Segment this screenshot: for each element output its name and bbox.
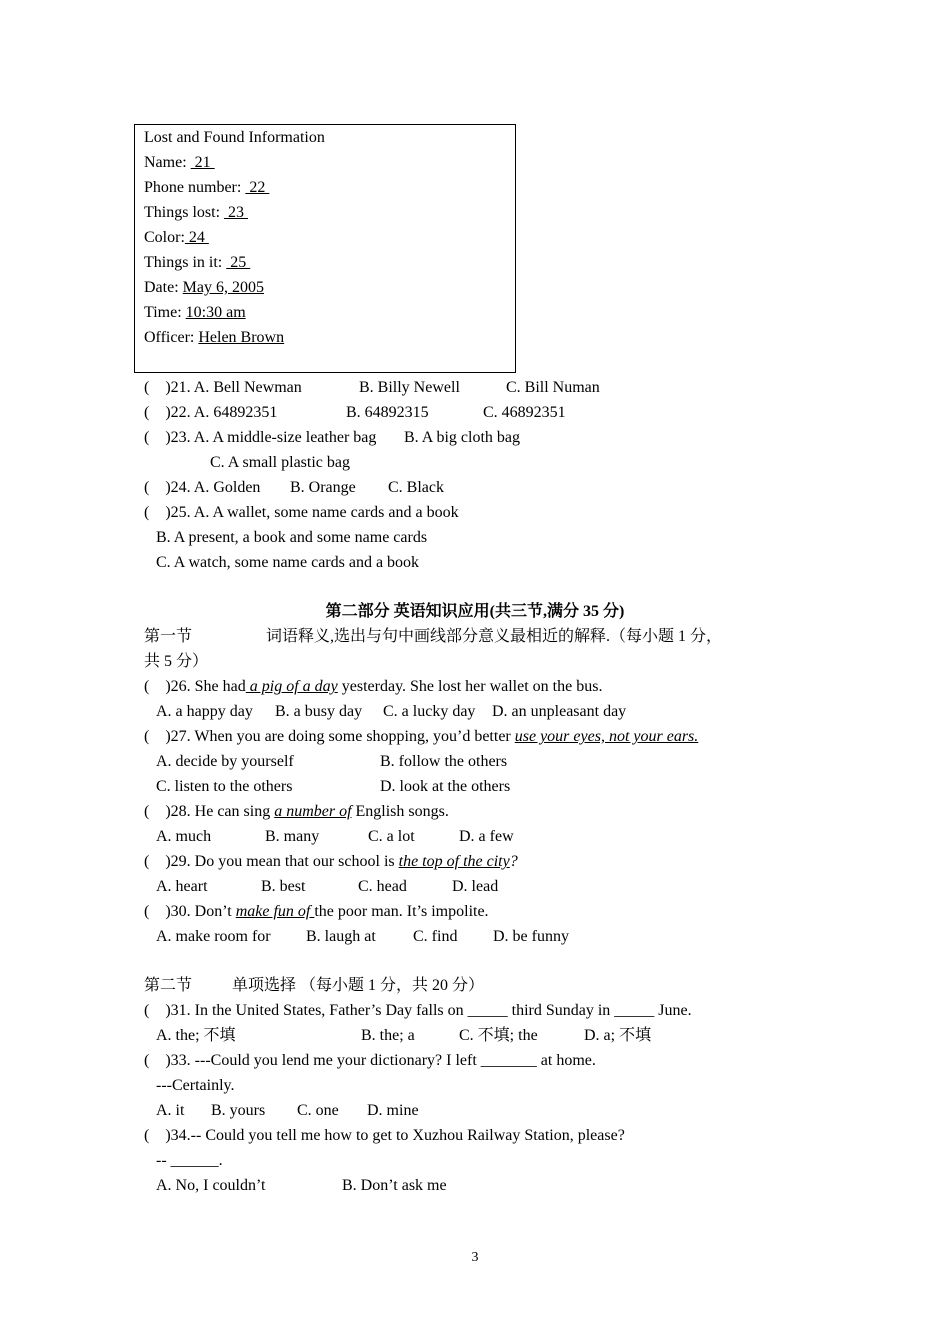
question-24: ( )24. A. Golden <box>144 479 261 496</box>
question-29-option-d: D. lead <box>452 878 499 895</box>
blank-23: 23 <box>224 204 249 221</box>
question-33-option-b: B. yours <box>211 1102 266 1119</box>
question-33-reply: ---Certainly. <box>156 1077 235 1094</box>
part2-heading: 第二部分 英语知识应用(共三节,满分 35 分) <box>325 603 625 620</box>
question-23: ( )23. A. A middle-size leather bag <box>144 429 377 446</box>
info-name-row: Name: 21 <box>144 154 215 171</box>
question-30-option-d: D. be funny <box>493 928 569 945</box>
question-29-option-b: B. best <box>261 878 306 895</box>
question-28: ( )28. He can sing a number of English songs. <box>144 803 449 820</box>
question-25: ( )25. A. A wallet, some name cards and a book <box>144 504 459 521</box>
question-22-option-c: C. 46892351 <box>483 404 566 421</box>
page-number: 3 <box>471 1250 479 1265</box>
question-33-option-a: A. it <box>156 1102 185 1119</box>
info-things-in-row: Things in it: 25 <box>144 254 251 271</box>
info-officer-row: Officer: Helen Brown <box>144 329 285 346</box>
question-28-option-d: D. a few <box>459 828 514 845</box>
question-29: ( )29. Do you mean that our school is the top of the city? <box>144 853 518 870</box>
question-24-option-b: B. Orange <box>290 479 356 496</box>
question-22-option-b: B. 64892315 <box>346 404 429 421</box>
question-27-option-c: C. listen to the others <box>156 778 293 795</box>
section1-description-cont: 共 5 分） <box>144 653 209 670</box>
question-30-option-c: C. find <box>413 928 458 945</box>
question-25-option-b: B. A present, a book and some name cards <box>156 529 428 546</box>
question-25-option-c: C. A watch, some name cards and a book <box>156 554 420 571</box>
question-27-option-b: B. follow the others <box>380 753 508 770</box>
question-24-option-c: C. Black <box>388 479 444 496</box>
question-26-option-a: A. a happy day <box>156 703 253 720</box>
question-34: ( )34.-- Could you tell me how to get to Xuzhou Railway Station, please? <box>144 1127 625 1144</box>
question-21: ( )21. A. Bell Newman <box>144 379 302 396</box>
question-31: ( )31. In the United States, Father’s Day falls on _____ third Sunday in _____ June. <box>144 1002 692 1019</box>
info-things-row: Things lost: 23 <box>144 204 249 221</box>
question-26-option-c: C. a lucky day <box>383 703 476 720</box>
blank-22: 22 <box>245 179 270 196</box>
question-30: ( )30. Don’t make fun of the poor man. It’s impolite. <box>144 903 489 920</box>
question-33-option-d: D. mine <box>367 1102 419 1119</box>
section1-label: 第一节 <box>144 628 193 645</box>
section1-description: 词语释义,选出与句中画线部分意义最相近的解释.（每小题 1 分， <box>266 628 723 645</box>
question-29-option-a: A. heart <box>156 878 208 895</box>
question-30-option-b: B. laugh at <box>306 928 376 945</box>
question-27-option-d: D. look at the others <box>380 778 511 795</box>
question-31-option-c: C. 不填; the <box>459 1027 538 1044</box>
question-27-option-a: A. decide by yourself <box>156 753 294 770</box>
question-30-option-a: A. make room for <box>156 928 271 945</box>
question-23-option-b: B. A big cloth bag <box>404 429 520 446</box>
blank-21: 21 <box>190 154 215 171</box>
question-28-option-a: A. much <box>156 828 212 845</box>
question-21-option-c: C. Bill Numan <box>506 379 600 396</box>
question-33-option-c: C. one <box>297 1102 339 1119</box>
question-27: ( )27. When you are doing some shopping, you’d better use your eyes, not your ears. <box>144 728 699 745</box>
question-23-option-c: C. A small plastic bag <box>210 454 350 471</box>
question-26: ( )26. She had a pig of a day yesterday. She lost her wallet on the bus. <box>144 678 603 695</box>
question-29-option-c: C. head <box>358 878 407 895</box>
question-28-option-c: C. a lot <box>368 828 415 845</box>
question-31-option-b: B. the; a <box>361 1027 415 1044</box>
question-31-option-a: A. the; 不填 <box>156 1027 236 1044</box>
info-color-row: Color: 24 <box>144 229 209 246</box>
info-phone-row: Phone number: 22 <box>144 179 270 196</box>
question-26-option-d: D. an unpleasant day <box>492 703 627 720</box>
question-31-option-d: D. a; 不填 <box>584 1027 652 1044</box>
question-28-option-b: B. many <box>265 828 320 845</box>
info-title: Lost and Found Information <box>144 129 325 146</box>
blank-25: 25 <box>226 254 251 271</box>
section2-description: 单项选择 （每小题 1 分，共 20 分） <box>232 977 485 994</box>
question-33: ( )33. ---Could you lend me your dictionary? I left _______ at home. <box>144 1052 596 1069</box>
question-22: ( )22. A. 64892351 <box>144 404 278 421</box>
question-21-option-b: B. Billy Newell <box>359 379 460 396</box>
blank-24: 24 <box>184 229 209 246</box>
info-time-row: Time: 10:30 am <box>144 304 246 321</box>
section2-label: 第二节 <box>144 977 193 994</box>
question-34-option-b: B. Don’t ask me <box>342 1177 447 1194</box>
question-34-option-a: A. No, I couldn’t <box>156 1177 266 1194</box>
question-34-reply: -- ______. <box>156 1152 223 1169</box>
question-26-option-b: B. a busy day <box>275 703 363 720</box>
info-date-row: Date: May 6, 2005 <box>144 279 264 296</box>
